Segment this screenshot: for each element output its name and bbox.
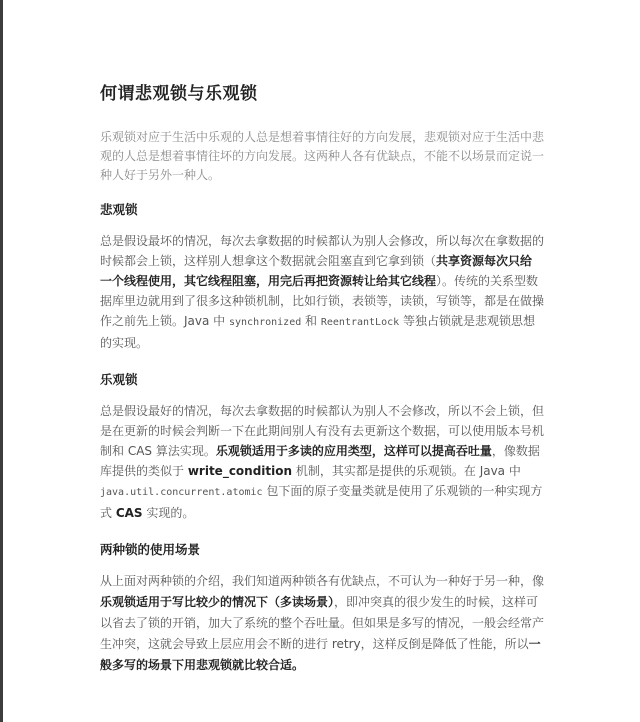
- optimistic-code-atomic: java.util.concurrent.atomic: [100, 487, 263, 498]
- scenarios-text-2: ，即冲突真的很少发生的时候，这样可以省去了锁的开销，加大了系统的整个吞吐量。但如果是多写的情况，一般会经常产生冲突，这就会导致上层应用会不断的进行 retry，这样反倒是降低了性能，所以: [100, 595, 545, 651]
- pessimistic-code-synchronized: synchronized: [228, 317, 302, 328]
- pessimistic-code-reentrantlock: ReentrantLock: [320, 317, 400, 328]
- optimistic-bold-cas: CAS: [115, 506, 143, 520]
- optimistic-text-1: 总是假设最好的情况，每次去拿数据的时候都认为别人不会修改，所以不会上锁，但是在更新的时候会判断一下在此期间别人有没有去更新这个数据，可以使用版本号机制和 CAS 算法实现。: [100, 404, 545, 458]
- scenarios-bold-2: 一般多写的场景下用悲观锁就比较合适。: [100, 637, 541, 672]
- pessimistic-paragraph: [100, 231, 544, 353]
- pessimistic-text-3: 和: [301, 314, 321, 328]
- optimistic-text-5: 实现的。: [142, 506, 195, 520]
- optimistic-bold-1: 乐观锁适用于多读的应用类型，这样可以提高吞吐量: [215, 444, 492, 458]
- optimistic-paragraph: [100, 401, 544, 523]
- optimistic-text-3: 机制，其实都是提供的乐观锁。在 Java 中: [292, 464, 521, 478]
- pessimistic-text-1: 总是假设最坏的情况，每次去拿数据的时候都认为别人会修改，所以每次在拿数据的时候都会上锁，这样别人想拿这个数据就会阻塞直到它拿到锁（: [100, 234, 545, 268]
- pessimistic-text-2: ）。传统的关系型数据库里边就用到了很多这种锁机制，比如行锁，表锁等，读锁，写锁等，都是在做操作之前先上锁。Java 中: [100, 274, 545, 328]
- pessimistic-text-4: 等独占锁就是悲观锁思想的实现。: [100, 314, 535, 350]
- page-left-border: [0, 0, 3, 722]
- pessimistic-bold-1: 共享资源每次只给一个线程使用，其它线程阻塞，用完后再把资源转让给其它线程: [100, 254, 533, 288]
- optimistic-bold-write-condition: write_condition: [187, 464, 293, 478]
- scenarios-bold-1: 乐观锁适用于写比较少的情况下（多读场景）: [100, 595, 335, 609]
- intro-paragraph: 乐观锁对应于生活中乐观的人总是想着事情往好的方向发展，悲观锁对应于生活中悲观的人总是想着事情往坏的方向发展。这两种人各有优缺点，不能不以场景而定说一种人好于另外一种人。: [100, 130, 545, 182]
- section-heading-optimistic: 乐观锁: [100, 372, 138, 387]
- article-title: 何谓悲观锁与乐观锁: [100, 84, 258, 104]
- scenarios-paragraph: [100, 571, 544, 676]
- optimistic-text-4: 包下面的原子变量类就是使用了乐观锁的一种实现方式: [100, 484, 543, 520]
- section-heading-pessimistic: 悲观锁: [100, 202, 138, 217]
- scenarios-text-1: 从上面对两种锁的介绍，我们知道两种锁各有优缺点，不可认为一种好于另一种，像: [100, 574, 545, 588]
- optimistic-text-2: ，像数据库提供的类似于: [100, 444, 540, 478]
- section-heading-scenarios: 两种锁的使用场景: [100, 542, 201, 557]
- article: [100, 82, 544, 694]
